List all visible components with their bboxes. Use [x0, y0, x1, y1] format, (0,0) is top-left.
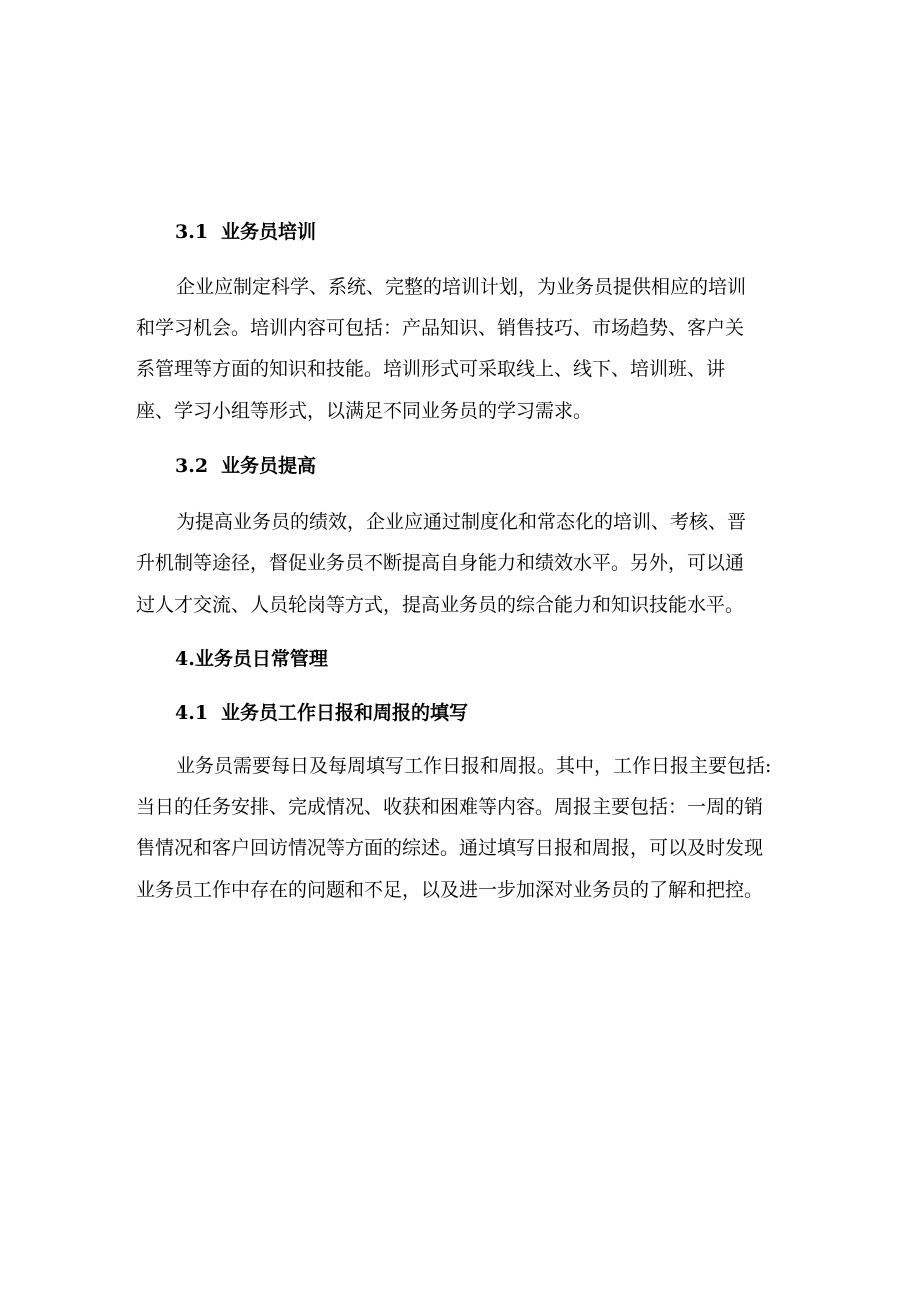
paragraph-line: 为提高业务员的绩效，企业应通过制度化和常态化的培训、考核、晋 — [176, 511, 747, 533]
paragraph-line: 企业应制定科学、系统、完整的培训计划，为业务员提供相应的培训 — [176, 276, 747, 298]
heading-4: 4.业务员日常管理 — [175, 648, 328, 670]
heading-4-1 — [175, 701, 468, 725]
paragraph-line: 升机制等途径，督促业务员不断提高自身能力和绩效水平。另外，可以通 — [136, 552, 745, 574]
heading-title: 业务员培训 — [221, 221, 317, 243]
paragraph-line: 当日的任务安排、完成情况、收获和困难等内容。周报主要包括：一周的销 — [136, 796, 764, 818]
heading-title: 业务员提高 — [221, 455, 317, 477]
paragraph-line: 系管理等方面的知识和技能。培训形式可采取线上、线下、培训班、讲 — [136, 358, 726, 380]
paragraph-line: 过人才交流、人员轮岗等方式，提高业务员的综合能力和知识技能水平。 — [136, 594, 745, 616]
heading-number: 4.1 — [175, 702, 209, 724]
paragraph-line: 售情况和客户回访情况等方面的综述。通过填写日报和周报，可以及时发现 — [136, 837, 764, 859]
heading-number: 3.1 — [175, 221, 209, 243]
heading-number: 3.2 — [175, 455, 209, 477]
paragraph-line: 业务员需要每日及每周填写工作日报和周报。其中，工作日报主要包括: — [176, 755, 772, 777]
heading-3-1 — [175, 220, 316, 244]
heading-title: 业务员工作日报和周报的填写 — [221, 702, 469, 724]
paragraph-line: 和学习机会。培训内容可包括：产品知识、销售技巧、市场趋势、客户关 — [136, 317, 745, 339]
heading-3-2 — [175, 454, 316, 478]
paragraph-line: 业务员工作中存在的问题和不足，以及进一步加深对业务员的了解和把控。 — [136, 879, 764, 901]
paragraph-line: 座、学习小组等形式，以满足不同业务员的学习需求。 — [136, 400, 593, 422]
